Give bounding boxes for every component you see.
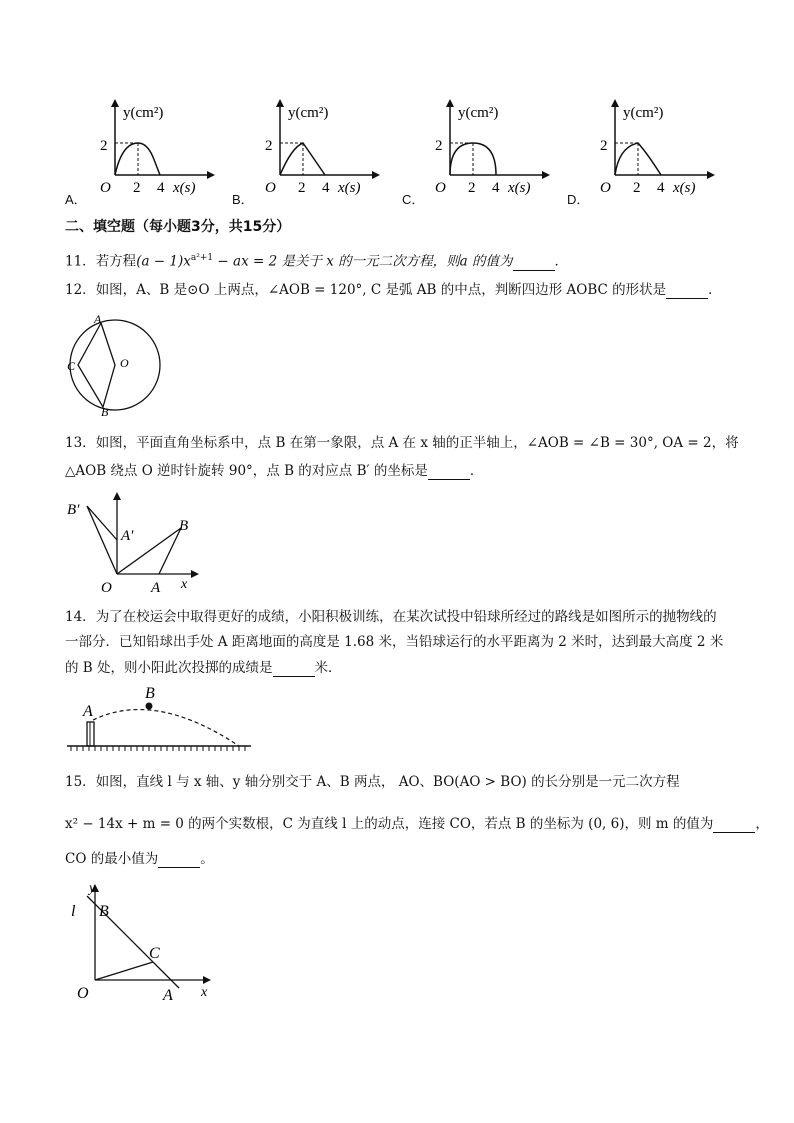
svg-text:4: 4 bbox=[322, 180, 330, 196]
answer-blank[interactable] bbox=[428, 465, 470, 480]
svg-text:x: x bbox=[181, 577, 188, 592]
svg-text:B: B bbox=[99, 903, 109, 920]
svg-text:2: 2 bbox=[435, 138, 443, 154]
svg-text:O: O bbox=[265, 180, 276, 196]
question-11: 11．若方程$(a - 1)x^{a^2+1}$ − ax = 2 是关于 x 的一元二次方程，则a 的值为 ． bbox=[65, 253, 568, 270]
rotation-figure bbox=[63, 488, 208, 596]
svg-text:4: 4 bbox=[492, 180, 500, 196]
svg-text:x(s): x(s) bbox=[508, 180, 531, 196]
svg-text:B: B bbox=[145, 685, 155, 702]
svg-text:A: A bbox=[94, 312, 102, 326]
svg-text:x: x bbox=[201, 985, 208, 1000]
svg-text:x(s): x(s) bbox=[673, 180, 696, 196]
svg-text:4: 4 bbox=[157, 180, 165, 196]
svg-text:O: O bbox=[600, 180, 611, 196]
svg-text:A: A bbox=[163, 987, 173, 1003]
svg-text:4: 4 bbox=[657, 180, 665, 196]
circle-figure bbox=[63, 310, 168, 418]
svg-text:2: 2 bbox=[100, 138, 108, 154]
question-14-line2: 一部分．已知铅球出手处 A 距离地面的高度是 1.68 米，当铅球运行的水平距离为 2 米时，达到最大高度 2 米 bbox=[65, 634, 724, 650]
svg-text:x(s): x(s) bbox=[338, 180, 361, 196]
question-15-line3: CO 的最小值为 。 bbox=[65, 851, 214, 867]
option-d-label: D． bbox=[567, 192, 590, 207]
svg-text:O: O bbox=[100, 180, 111, 196]
svg-text:y(cm²): y(cm²) bbox=[288, 105, 329, 121]
question-15-line1: 15．如图，直线 l 与 x 轴、y 轴分别交于 A、B 两点， AO、BO(AO > BO) 的长分别是一元二次方程 bbox=[65, 774, 680, 790]
option-b-label: B． bbox=[232, 192, 254, 207]
svg-text:C: C bbox=[149, 945, 160, 962]
svg-text:A: A bbox=[151, 580, 161, 596]
svg-text:l: l bbox=[71, 903, 76, 920]
svg-text:C: C bbox=[67, 359, 76, 373]
svg-text:B: B bbox=[179, 518, 189, 534]
question-13-line1: 13．如图，平面直角坐标系中，点 B 在第一象限，点 A 在 x 轴的正半轴上，∠AOB = ∠B = 30°, OA = 2，将 bbox=[65, 435, 739, 451]
answer-blank[interactable] bbox=[713, 818, 755, 833]
option-d-graph bbox=[585, 95, 715, 200]
section-title: 二、填空题（每小题3分，共15分） bbox=[65, 219, 291, 235]
answer-blank[interactable] bbox=[666, 284, 708, 299]
svg-text:x(s): x(s) bbox=[173, 180, 196, 196]
question-14-line1: 14．为了在校运会中取得更好的成绩，小阳积极训练，在某次试投中铅球所经过的路线是如图所示的抛物线的 bbox=[65, 609, 717, 625]
question-14-line3: 的 B 处，则小阳此次投掷的成绩是 米． bbox=[65, 660, 342, 676]
svg-text:B: B bbox=[101, 405, 109, 418]
svg-text:y: y bbox=[89, 881, 96, 896]
question-15-line2: x² − 14x + m = 0 的两个实数根，C 为直线 l 上的动点，连接 CO，若点 B 的坐标为 (0, 6)，则 m 的值为 ， bbox=[65, 816, 769, 832]
svg-text:y(cm²): y(cm²) bbox=[458, 105, 499, 121]
shotput-figure bbox=[65, 682, 255, 752]
option-c-graph bbox=[420, 95, 550, 200]
svg-text:2: 2 bbox=[265, 138, 273, 154]
svg-text:B′: B′ bbox=[67, 502, 80, 518]
svg-text:2: 2 bbox=[468, 180, 476, 196]
svg-text:O: O bbox=[77, 985, 89, 1002]
option-b-graph bbox=[250, 95, 380, 200]
svg-text:O: O bbox=[435, 180, 446, 196]
line-figure bbox=[63, 878, 223, 1003]
question-13-line2: △AOB 绕点 O 逆时针旋转 90°，点 B 的对应点 B′ 的坐标是 ． bbox=[65, 463, 484, 479]
svg-text:A: A bbox=[83, 703, 93, 720]
svg-text:2: 2 bbox=[133, 180, 141, 196]
svg-text:A′: A′ bbox=[121, 528, 134, 544]
answer-blank[interactable] bbox=[158, 853, 200, 868]
answer-blank[interactable] bbox=[273, 662, 315, 677]
option-a-graph bbox=[85, 95, 215, 200]
svg-text:O: O bbox=[101, 580, 112, 596]
question-12: 12．如图，A、B 是⊙O 上两点，∠AOB = 120°, C 是弧 AB 的中点，判断四边形 AOBC 的形状是 ． bbox=[65, 282, 722, 298]
ylabel: y(cm²) bbox=[123, 105, 164, 121]
option-c-label: C． bbox=[402, 192, 425, 207]
svg-text:2: 2 bbox=[298, 180, 306, 196]
svg-text:y(cm²): y(cm²) bbox=[623, 105, 664, 121]
svg-text:2: 2 bbox=[633, 180, 641, 196]
option-a-label: A． bbox=[65, 192, 87, 207]
svg-text:O: O bbox=[120, 356, 129, 370]
answer-blank[interactable] bbox=[513, 256, 555, 271]
svg-text:2: 2 bbox=[600, 138, 608, 154]
